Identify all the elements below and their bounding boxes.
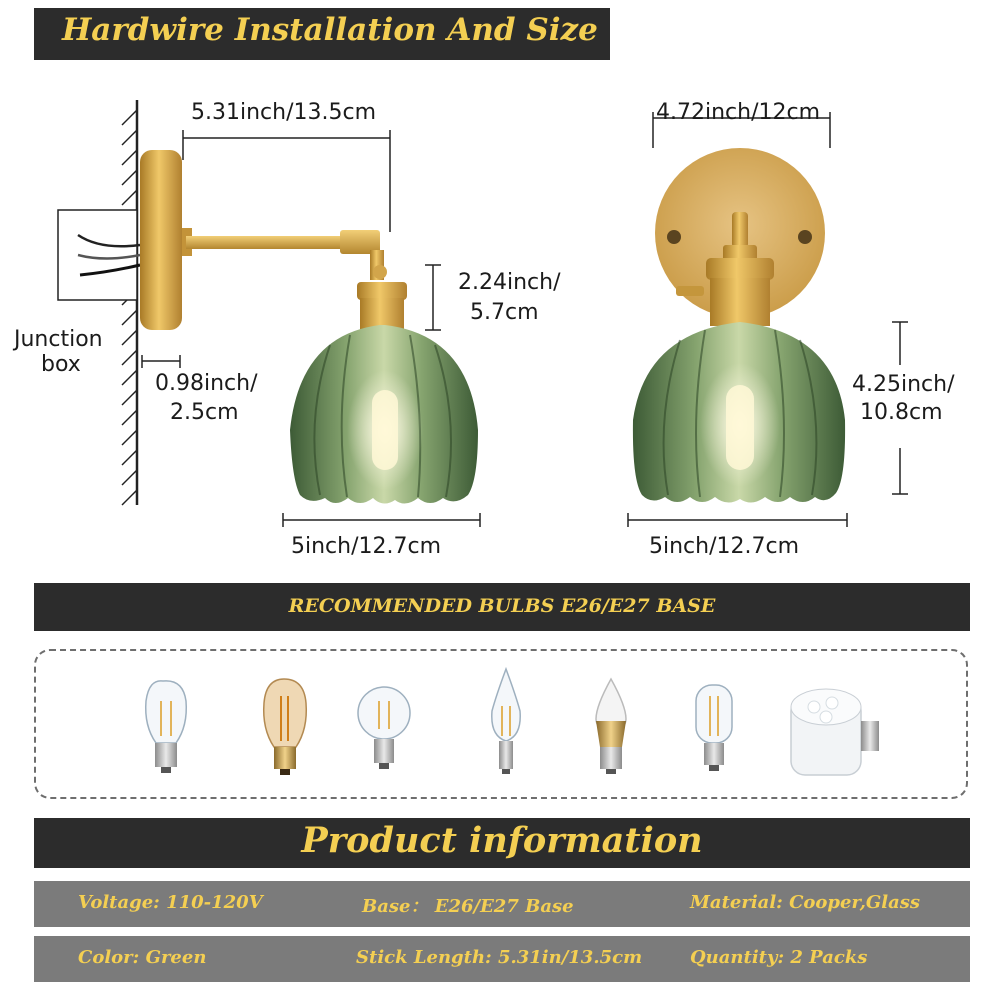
- st64-edison-bulb-icon: [146, 681, 187, 773]
- socket-height-label-line1: 2.24inch/: [458, 270, 561, 295]
- info-row-1: [34, 881, 970, 927]
- gold-candle-bulb-icon: [596, 679, 626, 774]
- t45-tube-bulb-icon: [696, 685, 732, 771]
- base-spec: Base： E26/E27 Base: [362, 896, 574, 917]
- color-spec: Color: Green: [78, 947, 207, 968]
- candelabra-flame-bulb-icon: [492, 669, 520, 774]
- product-info-title: Product information: [301, 820, 703, 861]
- socket-height-label-line2: 5.7cm: [470, 300, 539, 325]
- side-glass-shade: [290, 325, 478, 504]
- bulbs-panel: [34, 649, 968, 799]
- bulbs-banner: [34, 583, 970, 631]
- shade-height-label-line1: 4.25inch/: [852, 372, 955, 397]
- material-spec: Material: Cooper,Glass: [690, 892, 921, 913]
- amber-edison-bulb-icon: [264, 679, 307, 775]
- header-banner: [34, 8, 610, 60]
- info-row-2: [34, 936, 970, 982]
- depth-label-line1: 0.98inch/: [155, 371, 258, 396]
- junction-box-label-line2: box: [41, 352, 81, 377]
- quantity-spec: Quantity: 2 Packs: [690, 947, 868, 968]
- stick-length-spec: Stick Length: 5.31in/13.5cm: [356, 947, 643, 968]
- shade-height-label-line2: 10.8cm: [860, 400, 943, 425]
- led-puck-bulb-icon: [791, 689, 879, 775]
- backplate-width-label: 4.72inch/12cm: [656, 100, 821, 125]
- depth-label-line2: 2.5cm: [170, 400, 239, 425]
- globe-bulb-icon: [358, 687, 410, 769]
- stick-length-label: 5.31inch/13.5cm: [191, 100, 377, 125]
- front-shade-width-label: 5inch/12.7cm: [649, 534, 800, 559]
- junction-box-label-line1: Junction: [14, 327, 103, 352]
- page-title: Hardwire Installation And Size: [62, 12, 598, 48]
- side-backplate: [140, 150, 182, 330]
- side-arm: [186, 236, 351, 249]
- bulbs-row: [36, 651, 966, 797]
- side-shade-width-label: 5inch/12.7cm: [291, 534, 442, 559]
- wall-hatch: [122, 100, 137, 505]
- product-info-banner: [34, 818, 970, 868]
- bulbs-title: RECOMMENDED BULBS E26/E27 BASE: [288, 595, 716, 617]
- junction-box: [58, 210, 140, 300]
- front-glass-shade: [633, 322, 845, 503]
- voltage-spec: Voltage: 110-120V: [78, 892, 263, 913]
